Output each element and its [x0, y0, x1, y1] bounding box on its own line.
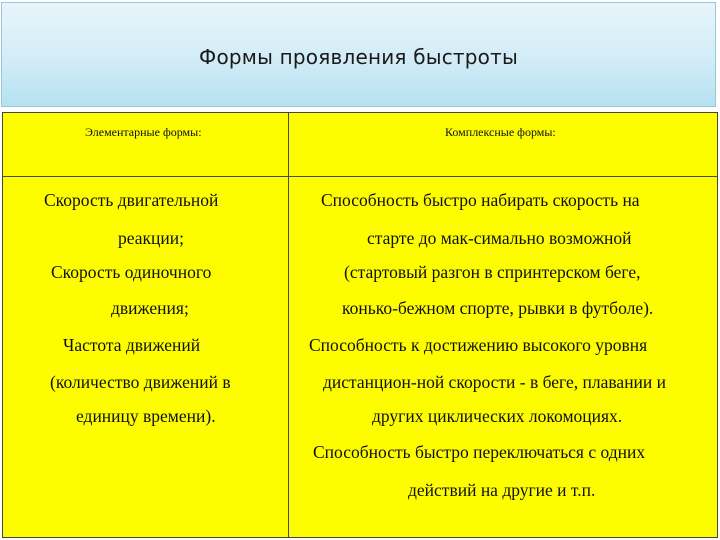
- right-line-7: других циклических локомоциях.: [372, 406, 623, 426]
- left-line-4: движения;: [111, 298, 189, 318]
- header-divider: [3, 176, 717, 177]
- slide-title: Формы проявления быстроты: [199, 45, 518, 69]
- right-line-9: действий на другие и т.п.: [408, 480, 596, 500]
- right-line-1: Способность быстро набирать скорость на: [321, 190, 640, 210]
- header-complex: Комплексные формы:: [445, 125, 556, 139]
- right-line-6: дистанцион-ной скорости - в беге, плавании и: [323, 372, 667, 392]
- left-line-5: Частота движений: [63, 335, 201, 355]
- title-box: [1, 2, 716, 107]
- right-line-5: Способность к достижению высокого уровня: [309, 335, 648, 355]
- left-line-1: Скорость двигательной: [44, 190, 219, 210]
- left-line-7: единицу времени).: [76, 406, 216, 426]
- right-line-8: Способность быстро переключаться с одних: [313, 442, 646, 462]
- left-line-6: (количество движений в: [50, 372, 231, 392]
- forms-table: [2, 112, 718, 538]
- right-line-3: (стартовый разгон в спринтерском беге,: [344, 262, 641, 282]
- column-divider: [288, 113, 289, 537]
- header-elementary: Элементарные формы:: [85, 125, 202, 139]
- right-line-2: старте до мак-симально возможной: [367, 228, 632, 248]
- left-line-3: Скорость одиночного: [51, 262, 212, 282]
- right-line-4: конько-бежном спорте, рывки в футболе).: [342, 298, 654, 318]
- left-line-2: реакции;: [118, 228, 184, 248]
